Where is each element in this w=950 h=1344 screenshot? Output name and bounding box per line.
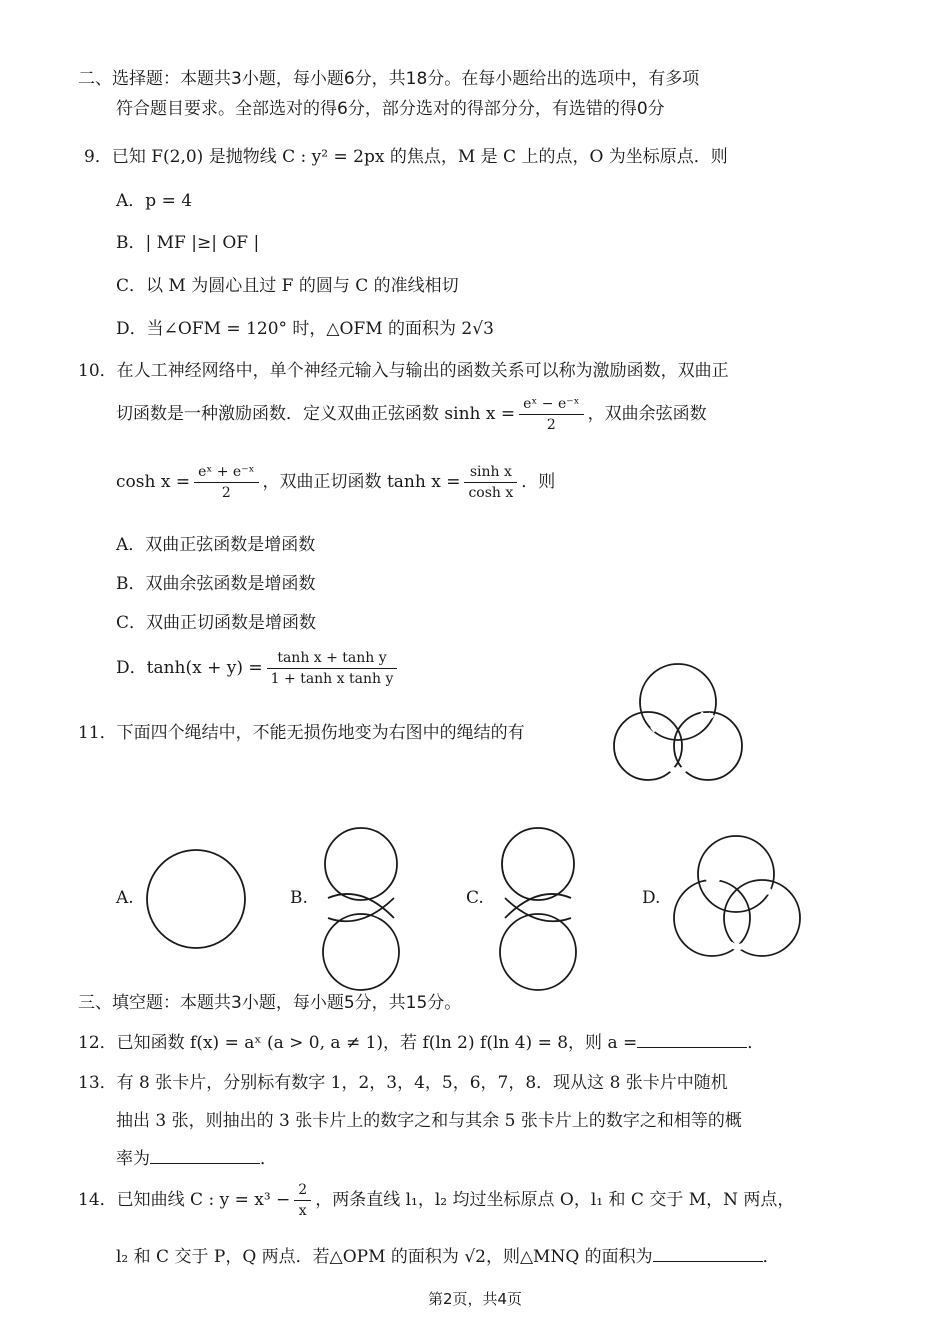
q12-line	[78, 1028, 764, 1053]
q13-line3	[116, 1144, 277, 1169]
q13-line1: 13．有 8 张卡片，分别标有数字 1，2，3，4，5，6，7，8．现从这 8 张卡片中随机	[78, 1073, 728, 1093]
cosh-numerator: eˣ + e⁻ˣ	[194, 462, 258, 483]
trefoil-crossing-gap-3	[670, 768, 686, 771]
knot-d-gap-1	[706, 878, 720, 880]
tanh-sum-fraction	[267, 648, 398, 689]
knot-a-circle	[147, 850, 245, 948]
q14-answer-blank[interactable]	[653, 1245, 763, 1262]
tanh-fraction	[464, 462, 517, 503]
tanh-label: ，双曲正切函数 tanh x =	[262, 472, 461, 492]
q13-line3-text: 率为	[116, 1149, 150, 1169]
q9-option-b: B．| MF |≥| OF |	[116, 233, 260, 253]
cosh-label: cosh x =	[116, 472, 191, 492]
q11-stem: 11．下面四个绳结中，不能无损伤地变为右图中的绳结的有	[78, 723, 525, 743]
q10-option-d	[116, 648, 401, 689]
section3-title: 三、填空题：本题共3小题，每小题5分，共15分。	[78, 993, 462, 1013]
q14-denominator: x	[298, 1203, 307, 1219]
q13-tail: ．	[260, 1149, 277, 1169]
cosh-fraction	[194, 462, 258, 503]
q14-text-tail: ，两条直线 l₁，l₂ 均过坐标原点 O，l₁ 和 C 交于 M，N 两点，	[315, 1190, 795, 1210]
knot-b-top-loop	[325, 828, 397, 900]
tanh-sum-numerator: tanh x + tanh y	[267, 648, 398, 669]
q10-line2-text: 切函数是一种激励函数．定义双曲正弦函数 sinh x =	[116, 404, 516, 424]
q10-option-d-label: D．tanh(x + y) =	[116, 658, 263, 678]
tanh-sum-denominator: 1 + tanh x tanh y	[270, 671, 394, 687]
knot-b-figure	[318, 826, 404, 994]
q14-line1	[78, 1180, 794, 1221]
cosh-denominator: 2	[221, 485, 231, 501]
q12-text: 12．已知函数 f(x) = aˣ (a > 0, a ≠ 1)，若 f(ln 2) f(ln 4) = 8，则 a =	[78, 1033, 638, 1053]
sinh-denominator: 2	[546, 417, 556, 433]
trefoil-crossing-gap-1	[652, 726, 668, 730]
q10-option-b: B．双曲余弦函数是增函数	[116, 574, 316, 594]
knot-c-bottom-loop	[500, 914, 576, 990]
knot-label-a: A.	[116, 888, 134, 908]
q9-stem: 9．已知 F(2,0) 是抛物线 C : y² = 2px 的焦点，M 是 C 上的点，O 为坐标原点．则	[84, 147, 728, 167]
tanh-numerator: sinh x	[464, 462, 517, 483]
knot-a-figure	[145, 848, 249, 950]
q9-option-c: C．以 M 为圆心且过 F 的圆与 C 的准线相切	[116, 276, 459, 296]
sinh-fraction	[519, 394, 583, 435]
q13-line2: 抽出 3 张，则抽出的 3 张卡片上的数字之和与其余 5 张卡片上的数字之和相等的概	[116, 1111, 742, 1131]
q10-line2-tail: ，双曲余弦函数	[587, 404, 707, 424]
q12-tail: ．	[747, 1033, 765, 1053]
knot-d-top-loop	[698, 836, 774, 912]
knot-c-figure	[495, 826, 581, 994]
sinh-numerator: eˣ − e⁻ˣ	[519, 394, 583, 415]
knot-label-b: B.	[290, 888, 308, 908]
trefoil-knot-figure	[600, 650, 760, 790]
q14-numerator: 2	[294, 1180, 311, 1201]
knot-label-d: D.	[642, 888, 661, 908]
q10-option-c: C．双曲正切函数是增函数	[116, 613, 317, 633]
q9-option-a: A．p = 4	[116, 191, 193, 211]
trefoil-crossing-gap-2	[700, 714, 712, 717]
q14-line2	[116, 1242, 780, 1267]
knot-d-gap-2	[762, 888, 772, 892]
q13-answer-blank[interactable]	[150, 1147, 260, 1164]
knot-d-gap-3	[730, 944, 746, 947]
page-footer: 第2页，共4页	[427, 1290, 523, 1308]
q12-answer-blank[interactable]	[637, 1031, 747, 1048]
q10-line2	[116, 394, 707, 435]
q14-text: 14．已知曲线 C : y = x³ −	[78, 1190, 291, 1210]
q10-line3-tail: ．则	[521, 472, 556, 492]
knot-d-figure	[672, 832, 804, 960]
knot-label-c: C.	[466, 888, 484, 908]
q14-line2-text: l₂ 和 C 交于 P，Q 两点．若△OPM 的面积为 √2，则△MNQ 的面积为	[116, 1247, 653, 1267]
q14-fraction	[294, 1180, 311, 1221]
q10-line1: 10．在人工神经网络中，单个神经元输入与输出的函数关系可以称为激励函数，双曲正	[78, 361, 729, 381]
tanh-denominator: cosh x	[468, 485, 514, 501]
q14-tail: ．	[762, 1247, 780, 1267]
section2-title-line2: 符合题目要求。全部选对的得6分，部分选对的得部分分，有选错的得0分	[116, 99, 665, 119]
knot-b-bottom-loop	[323, 914, 399, 990]
q10-option-a: A．双曲正弦函数是增函数	[116, 535, 316, 555]
q9-option-d: D．当∠OFM = 120° 时，△OFM 的面积为 2√3	[116, 319, 494, 339]
knot-c-top-loop	[502, 828, 574, 900]
q10-line3	[116, 462, 555, 503]
section2-title-line1: 二、选择题：本题共3小题，每小题6分，共18分。在每小题给出的选项中，有多项	[78, 69, 700, 89]
